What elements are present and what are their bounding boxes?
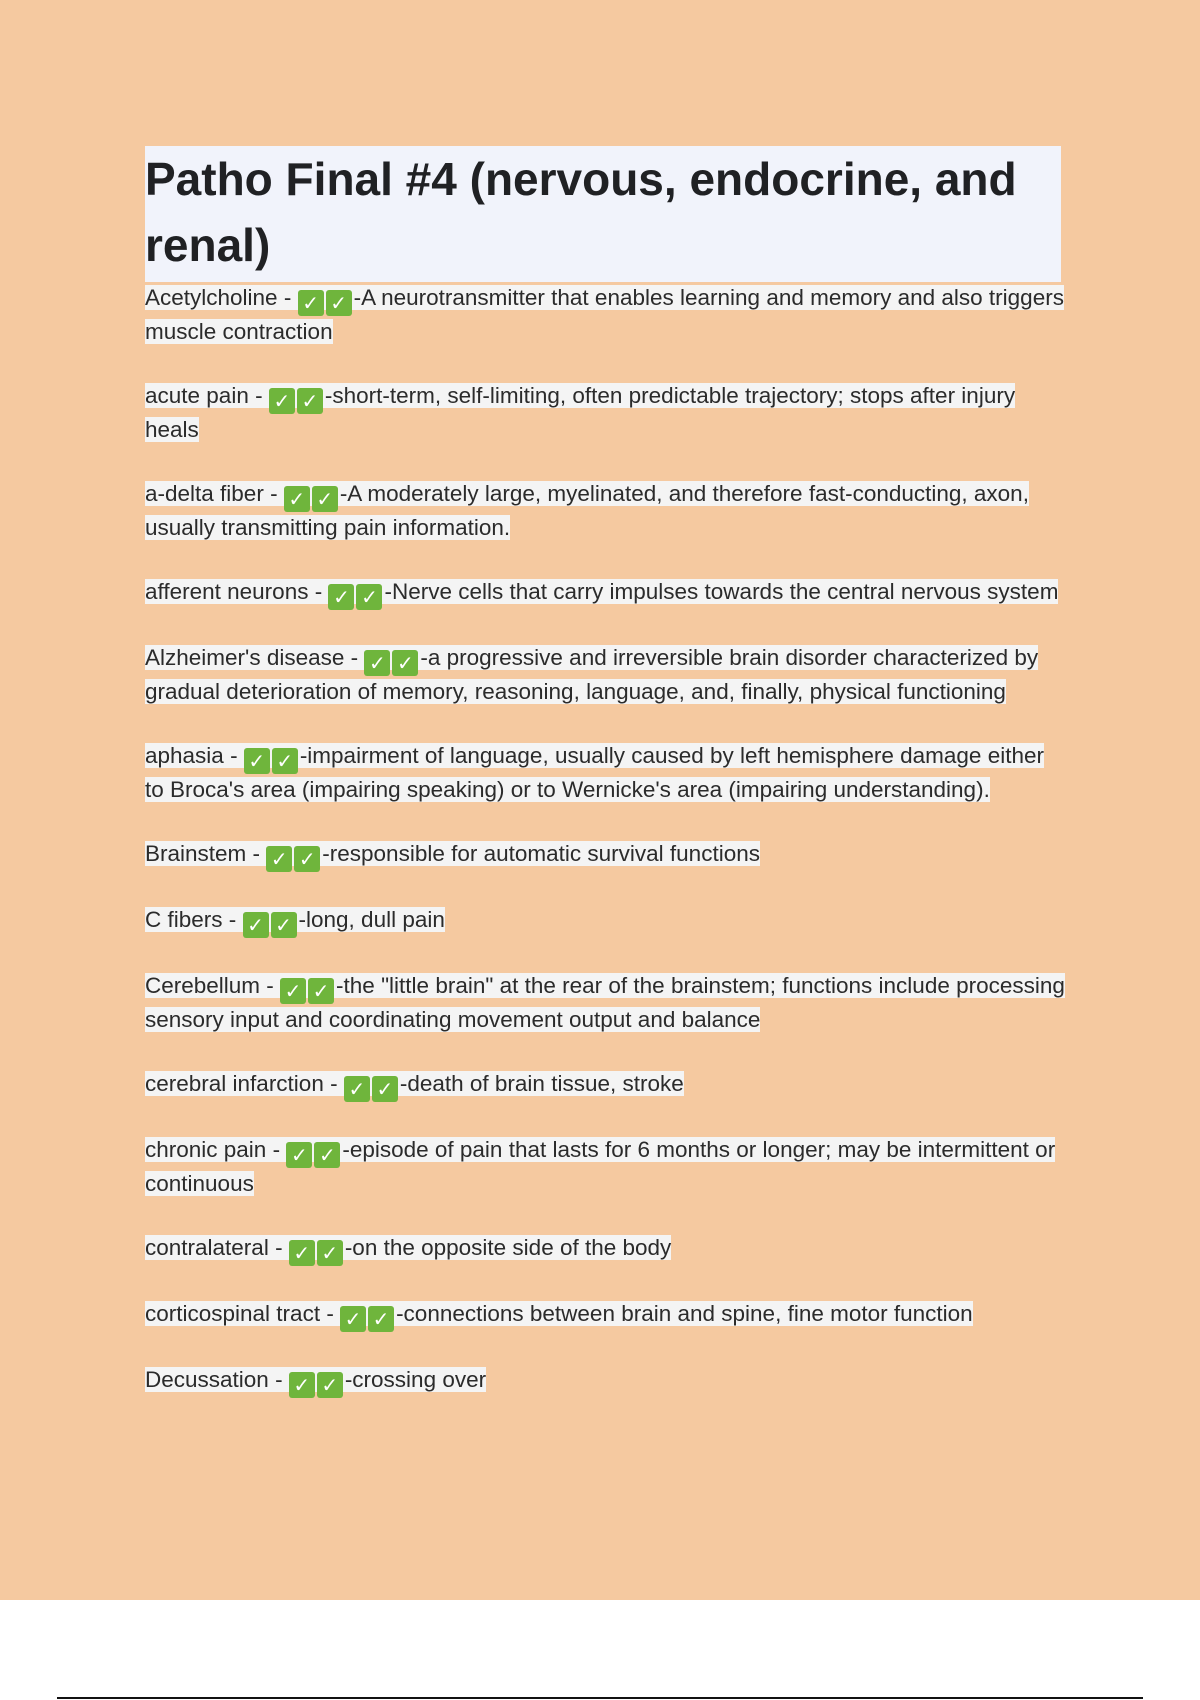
check-mark-icon: ✓	[243, 912, 269, 938]
entry-definition: -A neurotransmitter that enables learning and memory and also triggers muscle contraction	[145, 285, 1064, 344]
entry-definition: -Nerve cells that carry impulses towards the central nervous system	[384, 579, 1059, 604]
check-mark-icon: ✓	[317, 1240, 343, 1266]
glossary-entry	[145, 478, 1065, 544]
entry-definition: -A moderately large, myelinated, and therefore fast-conducting, axon, usually transmitting pain information.	[145, 481, 1029, 540]
entry-definition: -the "little brain" at the rear of the brainstem; functions include processing sensory input and coordinating movement output and balance	[145, 973, 1065, 1032]
glossary-entry	[145, 1134, 1065, 1200]
entry-term: Decussation -	[145, 1367, 289, 1392]
entry-term: cerebral infarction -	[145, 1071, 344, 1096]
check-mark-icon: ✓	[368, 1306, 394, 1332]
glossary-entry	[145, 838, 1065, 872]
check-mark-icon: ✓	[280, 978, 306, 1004]
entry-definition: -on the opposite side of the body	[344, 1235, 672, 1260]
check-mark-icon: ✓	[308, 978, 334, 1004]
bottom-divider	[57, 1697, 1143, 1699]
glossary-entry	[145, 904, 1065, 938]
glossary-entry	[145, 970, 1065, 1036]
glossary-entry	[145, 740, 1065, 806]
entry-term: Cerebellum -	[145, 973, 281, 998]
entry-definition: -crossing over	[344, 1367, 487, 1392]
glossary-entry	[145, 1364, 1065, 1398]
entry-definition: -a progressive and irreversible brain disorder characterized by gradual deterioration of memory, reasoning, language, and, finally, physical functioning	[145, 645, 1039, 704]
check-mark-icon: ✓	[326, 290, 352, 316]
check-mark-icon: ✓	[244, 748, 270, 774]
glossary-entry	[145, 576, 1065, 610]
entry-term: Alzheimer's disease -	[145, 645, 365, 670]
entry-term: acute pain -	[145, 383, 269, 408]
entry-definition: -long, dull pain	[298, 907, 445, 932]
check-mark-icon: ✓	[284, 486, 310, 512]
check-mark-icon: ✓	[286, 1142, 312, 1168]
check-mark-icon: ✓	[392, 650, 418, 676]
check-mark-icon: ✓	[266, 846, 292, 872]
entry-term: afferent neurons -	[145, 579, 329, 604]
entry-definition: -responsible for automatic survival functions	[322, 841, 760, 866]
entry-term: aphasia -	[145, 743, 244, 768]
check-mark-icon: ✓	[372, 1076, 398, 1102]
check-mark-icon: ✓	[312, 486, 338, 512]
entry-term: Acetylcholine -	[145, 285, 298, 310]
entry-definition: -short-term, self-limiting, often predictable trajectory; stops after injury heals	[145, 383, 1016, 442]
check-mark-icon: ✓	[272, 748, 298, 774]
check-mark-icon: ✓	[298, 290, 324, 316]
entry-term: a-delta fiber -	[145, 481, 284, 506]
check-mark-icon: ✓	[297, 388, 323, 414]
check-mark-icon: ✓	[328, 584, 354, 610]
glossary-entry	[145, 282, 1065, 348]
glossary-entry	[145, 642, 1065, 708]
check-mark-icon: ✓	[317, 1372, 343, 1398]
entry-term: C fibers -	[145, 907, 243, 932]
check-mark-icon: ✓	[289, 1372, 315, 1398]
glossary-entry	[145, 1298, 1065, 1332]
entry-term: contralateral -	[145, 1235, 289, 1260]
entry-term: chronic pain -	[145, 1137, 287, 1162]
check-mark-icon: ✓	[294, 846, 320, 872]
entry-term: Brainstem -	[145, 841, 267, 866]
glossary-entry	[145, 1232, 1065, 1266]
check-mark-icon: ✓	[314, 1142, 340, 1168]
check-mark-icon: ✓	[356, 584, 382, 610]
entry-definition: -connections between brain and spine, fine motor function	[396, 1301, 973, 1326]
check-mark-icon: ✓	[364, 650, 390, 676]
check-mark-icon: ✓	[344, 1076, 370, 1102]
document-content	[145, 146, 1065, 1430]
entry-definition: -episode of pain that lasts for 6 months or longer; may be intermittent or continuous	[145, 1137, 1056, 1196]
glossary-entry	[145, 380, 1065, 446]
entry-definition: -impairment of language, usually caused by left hemisphere damage either to Broca's area (impairing speaking) or to Wernicke's area (impairing understanding).	[145, 743, 1044, 802]
check-mark-icon: ✓	[289, 1240, 315, 1266]
glossary-entry	[145, 1068, 1065, 1102]
check-mark-icon: ✓	[271, 912, 297, 938]
entry-definition: -death of brain tissue, stroke	[399, 1071, 684, 1096]
check-mark-icon: ✓	[340, 1306, 366, 1332]
check-mark-icon: ✓	[269, 388, 295, 414]
document-title: Patho Final #4 (nervous, endocrine, and renal)	[145, 146, 1061, 282]
entry-term: corticospinal tract -	[145, 1301, 341, 1326]
